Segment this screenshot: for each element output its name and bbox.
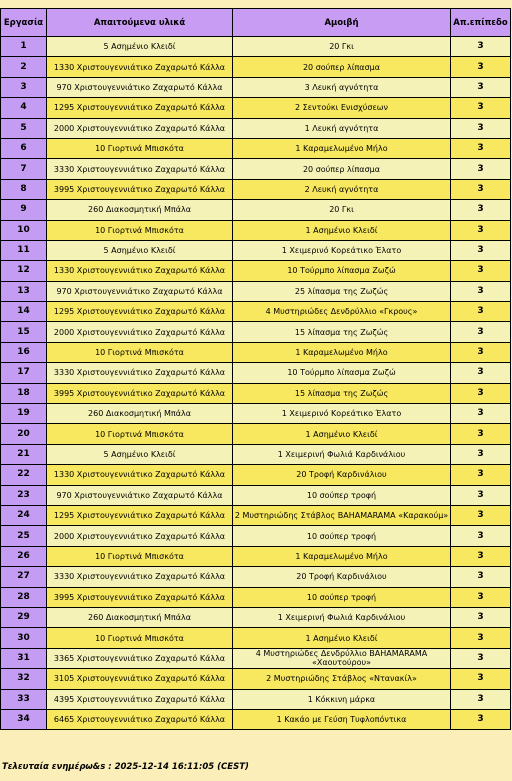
task-number-cell: 19 — [1, 404, 47, 424]
reward-cell: 1 Χειμερινή Φωλιά Καρδινάλιου — [233, 444, 451, 464]
table-row — [1, 485, 511, 505]
table-row — [1, 37, 511, 57]
reward-cell: 1 Ασημένιο Κλειδί — [233, 220, 451, 240]
level-cell: 3 — [451, 118, 511, 138]
reward-cell: 10 σούπερ τροφή — [233, 587, 451, 607]
materials-cell: 970 Χριστουγεννιάτικο Ζαχαρωτό Κάλλα — [47, 485, 233, 505]
reward-cell: 1 Κόκκινη μάρκα — [233, 689, 451, 709]
materials-cell: 10 Γιορτινά Μπισκότα — [47, 628, 233, 648]
reward-cell: 10 σούπερ τροφή — [233, 485, 451, 505]
level-cell: 3 — [451, 138, 511, 158]
table-row — [1, 465, 511, 485]
task-number-cell: 25 — [1, 526, 47, 546]
reward-cell: 1 Καραμελωμένο Μήλο — [233, 342, 451, 362]
level-cell: 3 — [451, 302, 511, 322]
materials-cell: 5 Ασημένιο Κλειδί — [47, 240, 233, 260]
materials-cell: 3995 Χριστουγεννιάτικο Ζαχαρωτό Κάλλα — [47, 587, 233, 607]
table-row — [1, 526, 511, 546]
table-row — [1, 383, 511, 403]
level-cell: 3 — [451, 648, 511, 668]
level-cell: 3 — [451, 281, 511, 301]
level-cell: 3 — [451, 485, 511, 505]
level-cell: 3 — [451, 200, 511, 220]
table-row — [1, 607, 511, 627]
materials-cell: 260 Διακοσμητική Μπάλα — [47, 607, 233, 627]
level-cell: 3 — [451, 98, 511, 118]
quest-table-body — [1, 37, 511, 730]
level-cell: 3 — [451, 57, 511, 77]
task-number-cell: 1 — [1, 37, 47, 57]
level-cell: 3 — [451, 526, 511, 546]
table-row — [1, 505, 511, 525]
reward-cell: 1 Ασημένιο Κλειδί — [233, 424, 451, 444]
level-cell: 3 — [451, 669, 511, 689]
level-cell: 3 — [451, 567, 511, 587]
reward-cell: 2 Μυστηριώδης Στάβλος BAHAMARAMA «Καρακούμ» — [233, 505, 451, 525]
level-cell: 3 — [451, 709, 511, 729]
reward-cell: 10 σούπερ τροφή — [233, 526, 451, 546]
materials-cell: 3995 Χριστουγεννιάτικο Ζαχαρωτό Κάλλα — [47, 383, 233, 403]
task-number-cell: 24 — [1, 505, 47, 525]
materials-cell: 1330 Χριστουγεννιάτικο Ζαχαρωτό Κάλλα — [47, 57, 233, 77]
task-number-cell: 11 — [1, 240, 47, 260]
table-row — [1, 98, 511, 118]
task-number-cell: 30 — [1, 628, 47, 648]
task-number-cell: 32 — [1, 669, 47, 689]
table-row — [1, 689, 511, 709]
materials-cell: 3105 Χριστουγεννιάτικο Ζαχαρωτό Κάλλα — [47, 669, 233, 689]
header-row — [1, 9, 511, 37]
task-number-cell: 8 — [1, 179, 47, 199]
materials-cell: 10 Γιορτινά Μπισκότα — [47, 424, 233, 444]
level-cell: 3 — [451, 220, 511, 240]
table-row — [1, 709, 511, 729]
materials-cell: 3995 Χριστουγεννιάτικο Ζαχαρωτό Κάλλα — [47, 179, 233, 199]
materials-cell: 260 Διακοσμητική Μπάλα — [47, 200, 233, 220]
materials-cell: 2000 Χριστουγεννιάτικο Ζαχαρωτό Κάλλα — [47, 526, 233, 546]
reward-cell: 1 Χειμερινή Φωλιά Καρδινάλιου — [233, 607, 451, 627]
reward-cell: 15 λίπασμα της Ζωζώς — [233, 383, 451, 403]
reward-cell: 10 Τούρμπο λίπασμα Ζωζώ — [233, 261, 451, 281]
materials-cell: 1295 Χριστουγεννιάτικο Ζαχαρωτό Κάλλα — [47, 98, 233, 118]
materials-cell: 10 Γιορτινά Μπισκότα — [47, 220, 233, 240]
reward-cell: 10 Τούρμπο λίπασμα Ζωζώ — [233, 363, 451, 383]
table-row — [1, 546, 511, 566]
level-cell: 3 — [451, 465, 511, 485]
table-row — [1, 648, 511, 668]
task-number-cell: 33 — [1, 689, 47, 709]
level-cell: 3 — [451, 424, 511, 444]
materials-cell: 3330 Χριστουγεννιάτικο Ζαχαρωτό Κάλλα — [47, 159, 233, 179]
materials-cell: 3330 Χριστουγεννιάτικο Ζαχαρωτό Κάλλα — [47, 567, 233, 587]
reward-cell: 20 σούπερ λίπασμα — [233, 159, 451, 179]
reward-cell: 25 λίπασμα της Ζωζώς — [233, 281, 451, 301]
table-row — [1, 77, 511, 97]
quest-table — [0, 8, 511, 730]
column-header-materials: Απαιτούμενα υλικά — [47, 9, 233, 37]
table-row — [1, 587, 511, 607]
reward-cell: 1 Χειμερινό Κορεάτικο Έλατο — [233, 240, 451, 260]
materials-cell: 1330 Χριστουγεννιάτικο Ζαχαρωτό Κάλλα — [47, 261, 233, 281]
reward-cell: 20 σούπερ λίπασμα — [233, 57, 451, 77]
task-number-cell: 3 — [1, 77, 47, 97]
materials-cell: 5 Ασημένιο Κλειδί — [47, 37, 233, 57]
task-number-cell: 29 — [1, 607, 47, 627]
table-row — [1, 302, 511, 322]
task-number-cell: 28 — [1, 587, 47, 607]
reward-cell: 20 Γκι — [233, 200, 451, 220]
task-number-cell: 7 — [1, 159, 47, 179]
materials-cell: 6465 Χριστουγεννιάτικο Ζαχαρωτό Κάλλα — [47, 709, 233, 729]
task-number-cell: 20 — [1, 424, 47, 444]
task-number-cell: 22 — [1, 465, 47, 485]
task-number-cell: 16 — [1, 342, 47, 362]
task-number-cell: 10 — [1, 220, 47, 240]
level-cell: 3 — [451, 179, 511, 199]
table-row — [1, 138, 511, 158]
level-cell: 3 — [451, 261, 511, 281]
table-row — [1, 322, 511, 342]
task-number-cell: 15 — [1, 322, 47, 342]
task-number-cell: 31 — [1, 648, 47, 668]
table-row — [1, 179, 511, 199]
table-row — [1, 342, 511, 362]
table-row — [1, 118, 511, 138]
level-cell: 3 — [451, 505, 511, 525]
materials-cell: 3365 Χριστουγεννιάτικο Ζαχαρωτό Κάλλα — [47, 648, 233, 668]
materials-cell: 970 Χριστουγεννιάτικο Ζαχαρωτό Κάλλα — [47, 77, 233, 97]
level-cell: 3 — [451, 342, 511, 362]
task-number-cell: 5 — [1, 118, 47, 138]
materials-cell: 2000 Χριστουγεννιάτικο Ζαχαρωτό Κάλλα — [47, 118, 233, 138]
task-number-cell: 17 — [1, 363, 47, 383]
reward-cell: 1 Κακάο με Γεύση Τυφλοπόντικα — [233, 709, 451, 729]
table-row — [1, 669, 511, 689]
reward-cell: 20 Τροφή Καρδινάλιου — [233, 567, 451, 587]
reward-cell: 1 Χειμερινό Κορεάτικο Έλατο — [233, 404, 451, 424]
table-row — [1, 281, 511, 301]
table-row — [1, 628, 511, 648]
level-cell: 3 — [451, 240, 511, 260]
materials-cell: 10 Γιορτινά Μπισκότα — [47, 342, 233, 362]
task-number-cell: 26 — [1, 546, 47, 566]
reward-cell: 4 Μυστηριώδες Δενδρύλλιο BAHAMARAMA «Χαουτούρου» — [233, 648, 451, 668]
task-number-cell: 12 — [1, 261, 47, 281]
table-row — [1, 404, 511, 424]
materials-cell: 1330 Χριστουγεννιάτικο Ζαχαρωτό Κάλλα — [47, 465, 233, 485]
materials-cell: 5 Ασημένιο Κλειδί — [47, 444, 233, 464]
table-row — [1, 220, 511, 240]
level-cell: 3 — [451, 383, 511, 403]
materials-cell: 260 Διακοσμητική Μπάλα — [47, 404, 233, 424]
task-number-cell: 23 — [1, 485, 47, 505]
task-number-cell: 34 — [1, 709, 47, 729]
reward-cell: 2 Μυστηριώδης Στάβλος «Ντανακίλ» — [233, 669, 451, 689]
materials-cell: 3330 Χριστουγεννιάτικο Ζαχαρωτό Κάλλα — [47, 363, 233, 383]
reward-cell: 1 Καραμελωμένο Μήλο — [233, 546, 451, 566]
task-number-cell: 21 — [1, 444, 47, 464]
task-number-cell: 18 — [1, 383, 47, 403]
reward-cell: 20 Τροφή Καρδινάλιου — [233, 465, 451, 485]
level-cell: 3 — [451, 444, 511, 464]
task-number-cell: 13 — [1, 281, 47, 301]
level-cell: 3 — [451, 363, 511, 383]
table-row — [1, 424, 511, 444]
reward-cell: 2 Λευκή αγνότητα — [233, 179, 451, 199]
task-number-cell: 27 — [1, 567, 47, 587]
materials-cell: 10 Γιορτινά Μπισκότα — [47, 546, 233, 566]
reward-cell: 2 Σεντούκι Ενισχύσεων — [233, 98, 451, 118]
task-number-cell: 4 — [1, 98, 47, 118]
level-cell: 3 — [451, 159, 511, 179]
last-update-text: Τελευταία ενημέρω&s : 2025-12-14 16:11:05 (CEST) — [2, 762, 249, 772]
level-cell: 3 — [451, 689, 511, 709]
quest-table-header — [1, 9, 511, 37]
level-cell: 3 — [451, 322, 511, 342]
materials-cell: 1295 Χριστουγεννιάτικο Ζαχαρωτό Κάλλα — [47, 302, 233, 322]
table-row — [1, 240, 511, 260]
level-cell: 3 — [451, 37, 511, 57]
level-cell: 3 — [451, 77, 511, 97]
reward-cell: 20 Γκι — [233, 37, 451, 57]
task-number-cell: 2 — [1, 57, 47, 77]
reward-cell: 15 λίπασμα της Ζωζώς — [233, 322, 451, 342]
column-header-reward: Αμοιβή — [233, 9, 451, 37]
column-header-level: Απ.επίπεδο — [451, 9, 511, 37]
table-row — [1, 444, 511, 464]
task-number-cell: 9 — [1, 200, 47, 220]
reward-cell: 3 Λευκή αγνότητα — [233, 77, 451, 97]
table-row — [1, 159, 511, 179]
materials-cell: 10 Γιορτινά Μπισκότα — [47, 138, 233, 158]
table-row — [1, 567, 511, 587]
level-cell: 3 — [451, 404, 511, 424]
reward-cell: 1 Λευκή αγνότητα — [233, 118, 451, 138]
column-header-task: Εργασία — [1, 9, 47, 37]
table-row — [1, 200, 511, 220]
level-cell: 3 — [451, 546, 511, 566]
task-number-cell: 14 — [1, 302, 47, 322]
level-cell: 3 — [451, 587, 511, 607]
materials-cell: 1295 Χριστουγεννιάτικο Ζαχαρωτό Κάλλα — [47, 505, 233, 525]
table-row — [1, 363, 511, 383]
materials-cell: 4395 Χριστουγεννιάτικο Ζαχαρωτό Κάλλα — [47, 689, 233, 709]
level-cell: 3 — [451, 628, 511, 648]
reward-cell: 1 Καραμελωμένο Μήλο — [233, 138, 451, 158]
table-row — [1, 57, 511, 77]
materials-cell: 970 Χριστουγεννιάτικο Ζαχαρωτό Κάλλα — [47, 281, 233, 301]
table-row — [1, 261, 511, 281]
materials-cell: 2000 Χριστουγεννιάτικο Ζαχαρωτό Κάλλα — [47, 322, 233, 342]
level-cell: 3 — [451, 607, 511, 627]
reward-cell: 4 Μυστηριώδες Δενδρύλλιο «Γκρους» — [233, 302, 451, 322]
reward-cell: 1 Ασημένιο Κλειδί — [233, 628, 451, 648]
task-number-cell: 6 — [1, 138, 47, 158]
